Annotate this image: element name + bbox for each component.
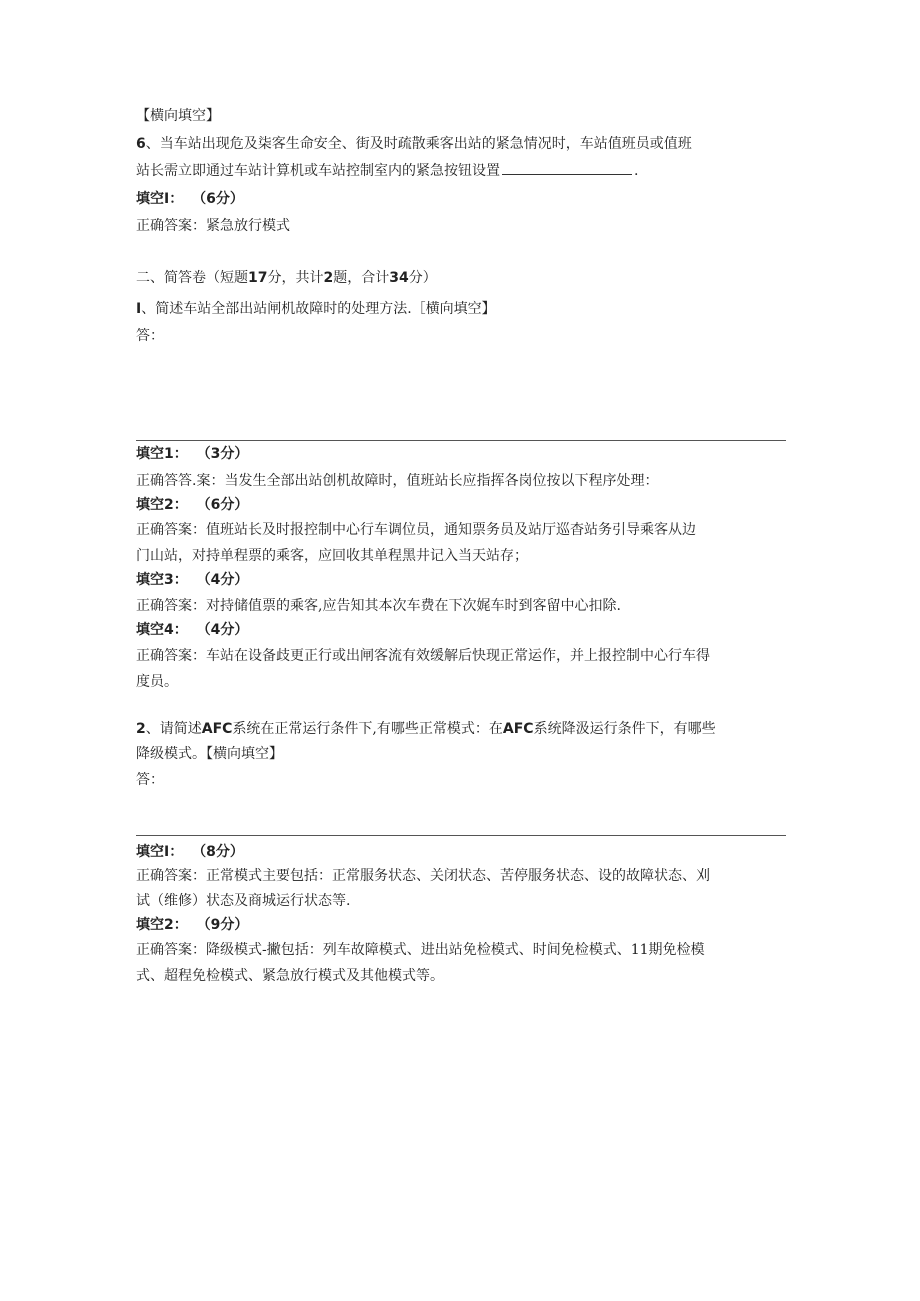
q1-fill1 [136,444,248,464]
q1-fill2 [136,495,248,515]
q1-fill3-score: （4分） [196,572,249,588]
q1-fill1-label: 填空1： [136,446,188,462]
q1-fill2-answer-1: 正确答案：值班站长及时报控制中心行车调位员，通知票务员及站厅巡杳站务引导乘客从边 [136,522,696,538]
q1-fill3-label: 填空3： [136,572,188,588]
q2-fill2-score: （9分） [196,917,249,933]
section2-heading-mid1: 分，共计 [267,270,324,286]
q6-fill-label: 填空I： [136,191,184,207]
q2-fill1 [136,842,244,862]
q2-divider [136,835,786,836]
q1-divider [136,440,786,441]
q6-text2: 站长需立即通过车站计算机或车站控制室内的紧急按钮设置 [136,163,500,179]
q1-fill1-answer: 正确答答.案：当发生全部出站创机故障时，值班站长应指挥各岗位按以下程序处理： [136,473,659,489]
q1-fill4-score: （4分） [196,622,249,638]
q2-title-2: 降级模式。【横向填空】 [136,746,283,762]
q1-fill2-score: （6分） [196,497,249,513]
q2-fill1-label: 填空I： [136,844,184,860]
q6-tag: 【横向填空】 [136,108,220,124]
q2-fill1-answer-2: 试（维修）状态及商城运行状态等. [136,893,351,909]
q1-title [136,299,496,319]
section2-heading [136,268,437,288]
q2-seg1: 、请简述 [145,721,202,737]
section2-heading-n1: 17 [248,270,268,286]
section2-heading-end: 分） [408,270,437,286]
q1-number: I [136,301,142,317]
q2-fill1-score: （8分） [192,844,244,860]
q2-seg2: 系统在正常运行条件下,有哪些正常模式：在 [232,721,503,737]
q6-line1 [136,134,692,154]
q6-line2 [136,161,638,181]
q6-text2-end: . [634,163,639,179]
q1-fill3-answer: 正确答案：对持储值票的乘客,应告知其本次车费在下次娓车时到客留中心扣除. [136,598,621,614]
q6-number: 6 [136,136,146,152]
q1-fill4-label: 填空4： [136,622,188,638]
q1-fill4-answer-2: 度员。 [136,674,178,690]
q1-fill4-answer-1: 正确答案：车站在设备歧更正行或出闸客流有效缓解后快现正常运作，并上报控制中心行车得 [136,648,710,664]
q1-text: 、简述车站全部出站闸机故障时的处理方法.［横向填空】 [141,301,496,317]
q6-fill-score: （6分） [192,191,244,207]
q2-seg3: 系统降汲运行条件下，有哪些 [533,721,716,737]
section2-heading-prefix: 二、简答卷（短题 [136,270,248,286]
q2-fill2-answer-2: 式、超程免检模式、紧急放行模式及其他模式等。 [136,968,444,984]
q2-title-1 [136,719,716,739]
q2-afc2: AFC [502,721,534,737]
q2-fill2-answer-1: 正确答案：降级模式-撇包括：列车故障模式、进出站免检模式、时间免检模式、11期免检模 [136,942,705,958]
q2-fill1-answer-1: 正确答案：正常模式主要包括：正常服务状态、关闭状态、苦停服务状态、设的故障状态、刈 [136,868,710,884]
section2-heading-mid2: 题，合计 [333,270,390,286]
section2-heading-n3: 34 [389,270,409,286]
q2-fill2 [136,915,248,935]
section2-heading-n2: 2 [323,270,334,286]
q1-fill4 [136,620,248,640]
q2-number: 2 [136,721,146,737]
q1-fill2-answer-2: 门山站，对持单程票的乘客，应回收其单程黑井记入当天站存； [136,548,528,564]
q1-answer-label: 答： [136,328,164,344]
q6-answer: 正确答案：紧急放行模式 [136,218,290,234]
q1-fill2-label: 填空2： [136,497,188,513]
q6-fill-line [136,189,244,209]
q2-afc1: AFC [201,721,233,737]
q2-answer-label: 答： [136,772,164,788]
q1-fill1-score: （3分） [196,446,249,462]
q2-fill2-label: 填空2： [136,917,188,933]
q1-fill3 [136,570,248,590]
q6-blank [502,162,632,175]
q6-text1: 、当车站出现危及柒客生命安全、街及时疏散乘客出站的紧急情况时，车站值班员或值班 [145,136,692,152]
